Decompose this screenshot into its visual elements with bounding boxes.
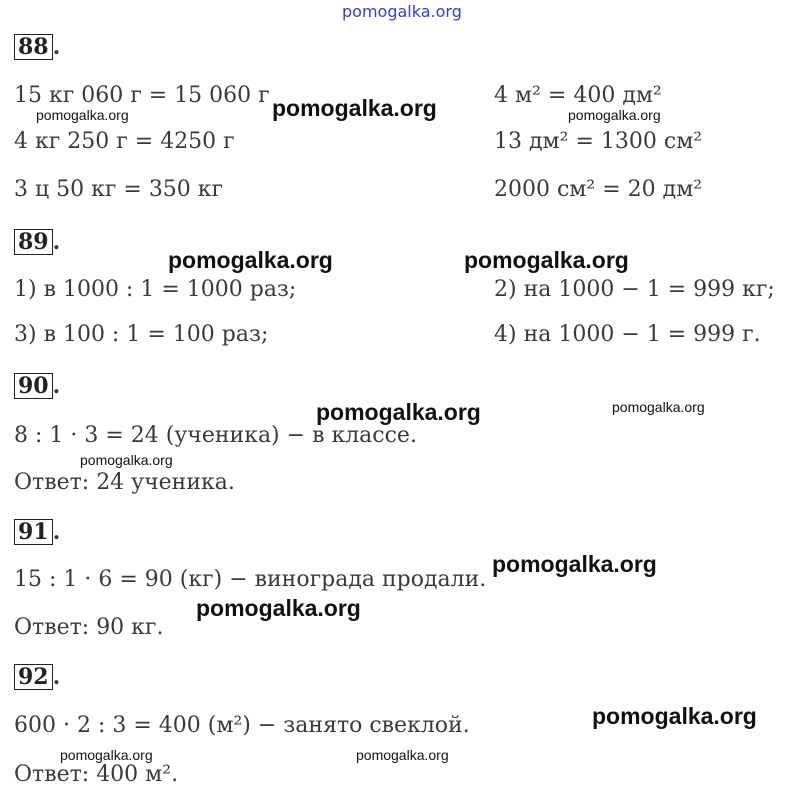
watermark: pomogalka.org — [316, 399, 481, 425]
watermark: pomogalka.org — [492, 551, 657, 577]
task-number-92: 92 . — [14, 664, 60, 690]
task-89-item-2: 2) на 1000 − 1 = 999 кг; — [494, 277, 775, 302]
watermark: pomogalka.org — [612, 399, 705, 415]
task-89-item-4: 4) на 1000 − 1 = 999 г. — [494, 322, 761, 347]
watermark: pomogalka.org — [60, 747, 153, 763]
task-89-item-3: 3) в 100 : 1 = 100 раз; — [14, 322, 269, 347]
watermark: pomogalka.org — [168, 247, 333, 273]
task-91-answer: Ответ: 90 кг. — [14, 615, 164, 640]
task-number-89: 89 . — [14, 229, 60, 255]
watermark: pomogalka.org — [80, 452, 173, 468]
task-88-left-line-1: 15 кг 060 г = 15 060 г — [14, 83, 270, 108]
task-89-item-1: 1) в 1000 : 1 = 1000 раз; — [14, 277, 297, 302]
task-90-solution: 8 : 1 · 3 = 24 (ученика) − в классе. — [14, 423, 417, 448]
task-number-90: 90 . — [14, 373, 60, 399]
task-91-solution: 15 : 1 · 6 = 90 (кг) − винограда продали. — [14, 567, 487, 592]
task-88-right-line-1: 4 м² = 400 дм² — [494, 83, 662, 108]
watermark: pomogalka.org — [464, 247, 629, 273]
watermark: pomogalka.org — [36, 107, 129, 123]
task-number-91: 91 . — [14, 519, 60, 545]
task-number-88: 88 . — [14, 34, 60, 60]
task-92-answer: Ответ: 400 м². — [14, 762, 179, 787]
task-88-right-line-2: 13 дм² = 1300 см² — [494, 129, 703, 154]
task-88-left-line-2: 4 кг 250 г = 4250 г — [14, 129, 235, 154]
watermark: pomogalka.org — [592, 703, 757, 729]
watermark: pomogalka.org — [272, 95, 437, 121]
watermark: pomogalka.org — [196, 595, 361, 621]
watermark: pomogalka.org — [356, 747, 449, 763]
site-header-link[interactable]: pomogalka.org — [342, 2, 462, 21]
task-88-right-line-3: 2000 см² = 20 дм² — [494, 177, 703, 202]
watermark: pomogalka.org — [568, 107, 661, 123]
task-92-solution: 600 · 2 : 3 = 400 (м²) − занято свеклой. — [14, 713, 470, 738]
task-88-left-line-3: 3 ц 50 кг = 350 кг — [14, 177, 224, 202]
task-90-answer: Ответ: 24 ученика. — [14, 470, 235, 495]
